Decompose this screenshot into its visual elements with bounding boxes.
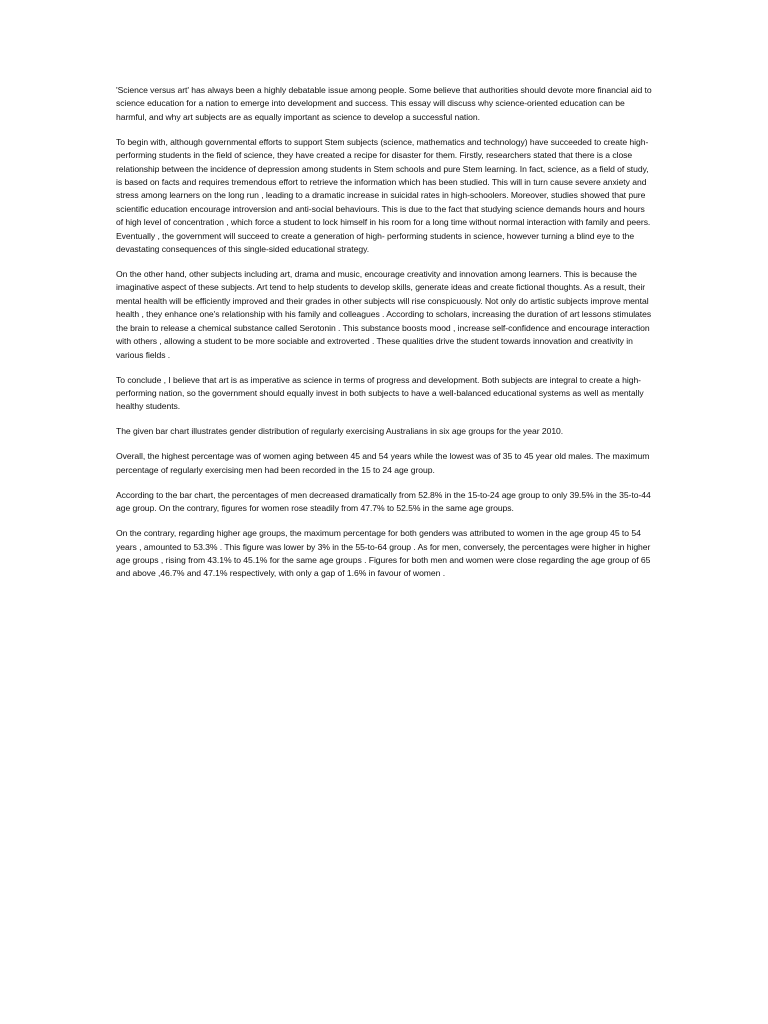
chart-detail-paragraph-2: On the contrary, regarding higher age groups, the maximum percentage for both genders was attributed to women in the age group 45 to 54 years , amounted to 53.3% . This figure was lower by 3% in the 55-to-64 group . As for men, conversely, the percentages were higher in higher age groups , rising from 43.1% to 45.1% for the same age groups . Figures for both men and women were close regarding the age group of 65 and above ,46.7% and 47.1% respectively, with only a gap of 1.6% in favour of women . — [116, 528, 651, 579]
chart-overview-paragraph: Overall, the highest percentage was of women aging between 45 and 54 years while the lowest was of 35 to 45 year old males. The maximum percentage of regularly exercising men had been recorded in the 15 to 24 age group. — [116, 451, 650, 475]
conclusion-paragraph: To conclude , I believe that art is as imperative as science in terms of progress and development. Both subjects are integral to create a high-performing nation, so the government should equally invest in both subjects to have a well-balanced educational systems as well as mentally healthy students. — [116, 374, 644, 412]
chart-detail-paragraph-1: According to the bar chart, the percentages of men decreased dramatically from 52.8% in the 15-to-24 age group to only 39.5% in the 35-to-44 age group. On the contrary, figures for women rose steadily from 47.7% to 52.5% in the same age groups. — [116, 489, 651, 514]
body-paragraph-science: To begin with, although governmental efforts to support Stem subjects (science, mathematics and technology) have succeeded to create high-performing students in the field of science, they have created a recipe for disaster for them. Firstly, researchers stated that there is a close relationship between the incidence of depression among students in Stem schools and pure Stem learning. In fact, science, as a field of study, is based on facts and requires tremendous effort to retrieve the information which has been studied. This will in turn cause severe anxiety and stress among learners on the long run , leading to a dramatic increase in suicidal rates in high-schoolers. Moreover, studies showed that pure scientific education encourage introversion and anti-social behaviours. This is due to the fact that studying science demands hours and hours of high level of concentration , which force a student to lock himself in his room for a long time without normal interaction with family and peers. Eventually , the government will succeed to create a generation of high- performing students in science, however turning a blind eye to the devastating consequences of this single-sided educational strategy. — [116, 136, 651, 255]
document-body — [116, 84, 654, 592]
chart-intro-paragraph: The given bar chart illustrates gender distribution of regularly exercising Australians in six age groups for the year 2010. — [116, 426, 564, 437]
body-paragraph-art: On the other hand, other subjects including art, drama and music, encourage creativity and innovation among learners. This is because the imaginative aspect of these subjects. Art tend to help students to develop skills, generate ideas and create fictional thoughts. As a result, their mental health will be efficiently improved and their grades in other subjects will rise conspicuously. Not only do artistic subjects improve mental health , they enhance one's relationship with his family and colleagues . According to scholars, increasing the duration of art lessons stimulates the brain to release a chemical substance called Serotonin . This substance boosts mood , increase self-confidence and encourage interaction with others , allowing a student to be more sociable and extroverted . These qualities drive the student towards innovation and creativity in various fields . — [116, 269, 652, 360]
intro-paragraph: 'Science versus art' has always been a highly debatable issue among people. Some believe that authorities should devote more financial aid to science education for a nation to emerge into development and success. This essay will discuss why science-oriented education can be harmful, and why art subjects are as equally important as science to develop a successful nation. — [116, 85, 652, 122]
